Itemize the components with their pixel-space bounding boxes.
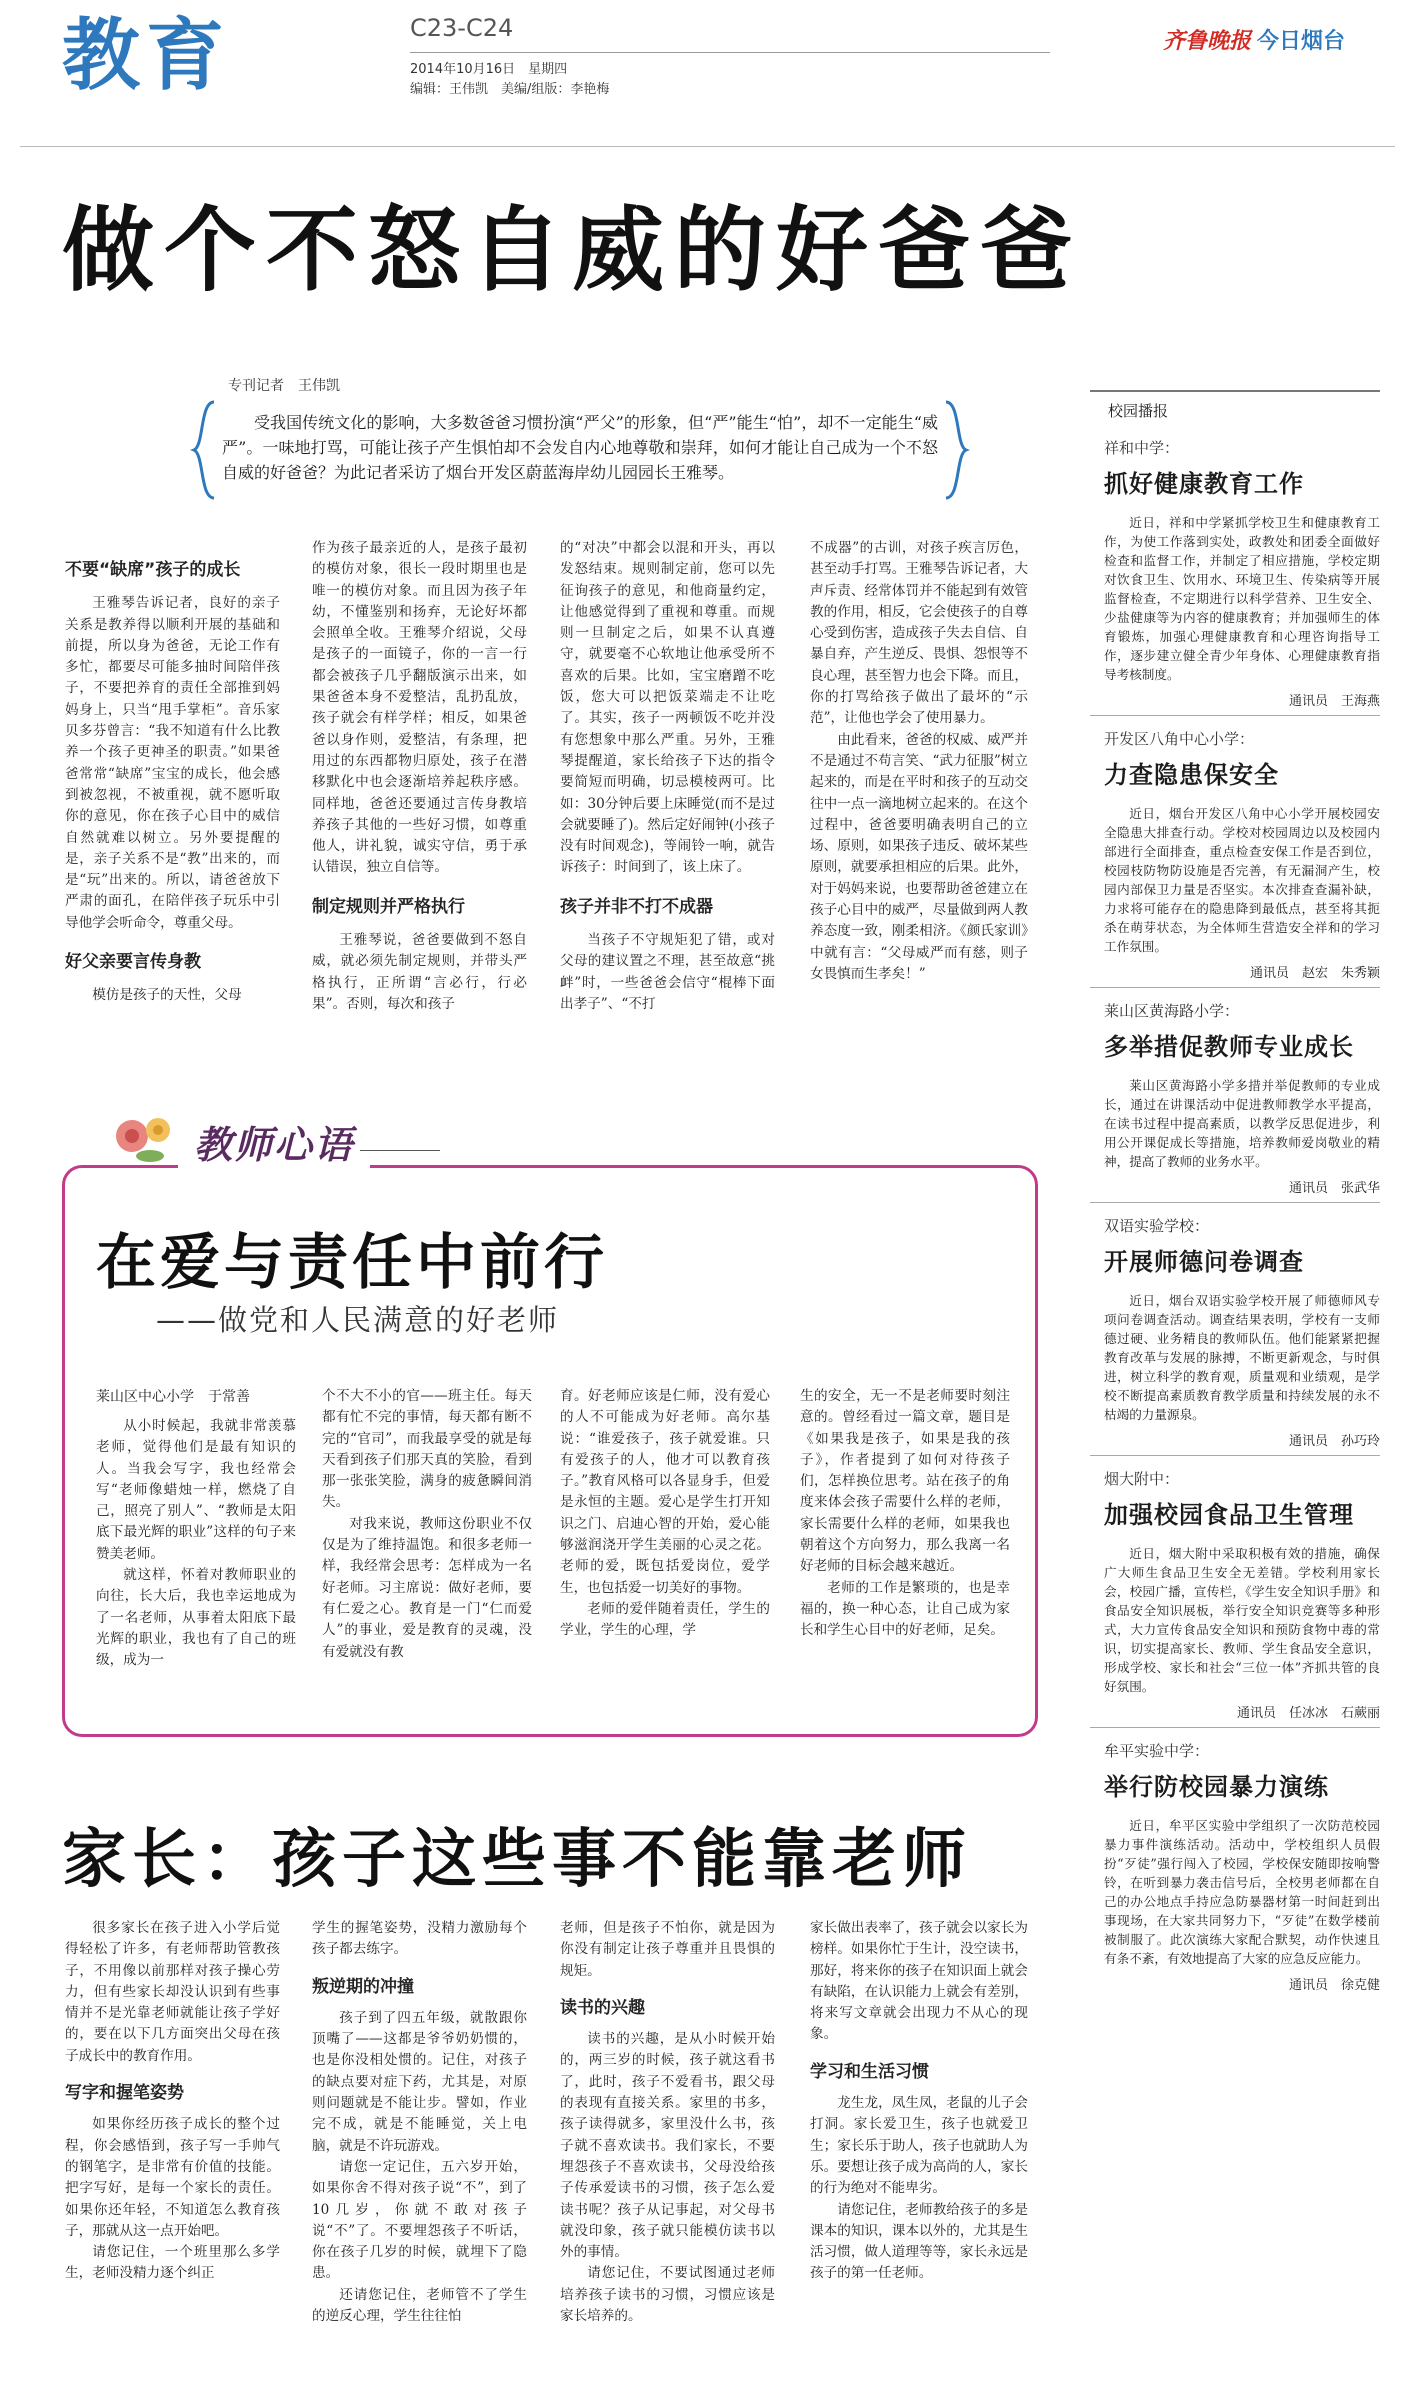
news-source: 烟大附中： xyxy=(1104,1470,1180,1488)
news-item xyxy=(1090,437,1380,716)
s2-c3-para-2: 读书的兴趣，是从小时候开始的，两三岁的时候，孩子就这看书了，此时，孩子不爱看书，跟父母的表现有直接关系。家里的书多，孩子读得就多，家里没什么书，孩子就不喜欢读书。我们家长，不要埋怨孩子不喜欢读书，父母没给孩子传承爱读书的习惯，孩子怎么爱读书呢？孩子从记事起，对父母书就没印象，孩子就只能模仿读书以外的事情。 xyxy=(560,2031,775,2261)
s2-c3-subhead: 读书的兴趣 xyxy=(560,1997,645,2018)
s2-c4-subhead: 学习和生活习惯 xyxy=(810,2061,929,2082)
news-divider xyxy=(1090,715,1380,716)
s2-c3-para-3: 请您记住，不要试图通过老师培养孩子读书的习惯，习惯应该是家长培养的。 xyxy=(560,2265,775,2325)
s2-c2-subhead: 叛逆期的冲撞 xyxy=(312,1976,414,1997)
s2-c2-para-3: 请您一定记住，五六岁开始，如果你舍不得对孩子说“不”，到了10几岁，你就不敢对孩子说“不”了。不要埋怨孩子不听话，你在孩子几岁的时候，就埋下了隐患。 xyxy=(312,2158,527,2282)
story2-headline: 家长：孩子这些事不能靠老师 xyxy=(62,1823,972,1897)
teacher-subtitle: ——做党和人民满意的好老师 xyxy=(156,1303,560,1337)
page-code: C23-C24 xyxy=(410,14,514,42)
news-title: 举行防校园暴力演练 xyxy=(1104,1773,1329,1801)
story2-col1 xyxy=(65,1918,280,2285)
news-author: 通讯员 王海燕 xyxy=(1288,694,1380,709)
news-title: 多举措促教师专业成长 xyxy=(1104,1033,1354,1061)
sidebar-header: 校园播报 xyxy=(1108,402,1169,420)
story1-headline: 做个不怒自威的好爸爸 xyxy=(62,197,1083,304)
story2-col3 xyxy=(560,1918,775,2327)
s2-c1-para-1: 很多家长在孩子进入小学后觉得轻松了许多，有老师帮助管教孩子，不用像以前那样对孩子操心劳力，但有些家长却没认识到有些事情并不是光靠老师就能让孩子学好的，要在以下几方面突出父母在孩子成长中的教育作用。 xyxy=(65,1920,280,2064)
s2-c2-para-1: 学生的握笔姿势，没精力激励每个孩子都去练字。 xyxy=(312,1920,527,1958)
news-body: 近日，祥和中学紧抓学校卫生和健康教育工作，为使工作落到实处，政教处和团委全面做好检查和监督工作，并制定了相应措施，学校定期对饮食卫生、饮用水、环境卫生、传染病等开展监督检查，不定期进行以科学营养、卫生安全、少盐健康等为内容的健康教育；并加强师生的体育锻炼，加强心理健康教育和心理咨询指导工作，逐步建立健全青少年身体、心理健康教育指导考核制度。 xyxy=(1104,515,1380,682)
news-title: 抓好健康教育工作 xyxy=(1104,470,1304,498)
col4-para-1: 不成器”的古训，对孩子疾言厉色，甚至动手打骂。王雅琴告诉记者，大声斥责、经常体罚并不能起到有效管教的作用，相反，它会使孩子的自尊心受到伤害，造成孩子失去自信、自暴自弃，产生逆反、畏惧、怨恨等不良心理，甚至智力也会下降。而且，你的打骂给孩子做出了最坏的“示范”，让他也学会了使用暴力。 xyxy=(810,540,1028,727)
teacher-col4 xyxy=(800,1386,1010,1642)
editor-line: 编辑：王伟凯 美编/组版：李艳梅 xyxy=(410,82,610,97)
news-item xyxy=(1090,1468,1380,1728)
news-source: 莱山区黄海路小学： xyxy=(1104,1002,1240,1020)
teacher-para-1: 从小时候起，我就非常羡慕老师，觉得他们是最有知识的人。当我会写字，我也经常会写“老师像蜡烛一样，燃烧了自己，照亮了别人”、“教师是太阳底下最光辉的职业”这样的句子来赞美老师。 xyxy=(96,1418,296,1562)
teacher-col2 xyxy=(322,1386,532,1663)
news-body: 莱山区黄海路小学多措并举促教师的专业成长，通过在讲课活动中促进教师教学水平提高，在读书过程中提高素质，以教学反思促进步，利用公开课促成长等措施，培养教师爱岗敬业的精神，提高了教师的业务水平。 xyxy=(1104,1078,1380,1169)
news-author: 通讯员 孙巧玲 xyxy=(1288,1434,1380,1449)
s2-c1-subhead: 写字和握笔姿势 xyxy=(65,2083,184,2104)
newspaper-brand xyxy=(1163,24,1345,55)
teacher-col1 xyxy=(96,1416,296,1672)
s2-c2-para-4: 还请您记住，老师管不了学生的逆反心理，学生往往怕 xyxy=(312,2286,527,2325)
story1-col1 xyxy=(65,560,280,1007)
teacher-para-4: 对我来说，教师这份职业不仅仅是为了维持温饱。和很多老师一样，我经常会思考：怎样成为一名好老师。习主席说：做好老师，要有仁爱之心。教育是一门“仁而爱人”的事业，爱是教育的灵魂，没有爱就没有教 xyxy=(322,1515,532,1660)
story1-col4 xyxy=(810,538,1028,985)
col2-subhead: 制定规则并严格执行 xyxy=(312,896,465,917)
col4-para-2: 由此看来，爸爸的权威、威严并不是通过不苟言笑、“武力征服”树立起来的，而是在平时和孩子的互动交往中一点一滴地树立起来的。在这个过程中，爸爸要明确表明自己的立场、原则，如果孩子违反、破坏某些原则，就要承担相应的后果。此外，对于妈妈来说，也要帮助爸爸建立在孩子心目中的威严，尽量做到两人教养态度一致，刚柔相济。《颜氏家训》中就有言：“父母威严而有慈，则子女畏慎而生孝矣！” xyxy=(810,731,1028,982)
news-item xyxy=(1090,1000,1380,1203)
news-source: 开发区八角中心小学： xyxy=(1104,730,1255,748)
teacher-author: 莱山区中心小学 于常善 xyxy=(96,1389,250,1405)
news-divider xyxy=(1090,1202,1380,1203)
news-body: 近日，烟大附中采取积极有效的措施，确保广大师生食品卫生安全无差错。学校利用家长会，校园广播，宣传栏，《学生安全知识手册》和食品安全知识展板，举行安全知识竞赛等多种形式，大力宣传食品安全知识和预防食物中毒的常识，切实提高家长、教师、学生食品安全意识，形成学校、家长和社会“三位一体”齐抓共管的良好氛围。 xyxy=(1104,1546,1380,1694)
col3-para-2: 当孩子不守规矩犯了错，或对父母的建议置之不理，甚至故意“挑衅”时，一些爸爸会信守“棍棒下面出孝子”、“不打 xyxy=(560,932,775,1012)
teacher-column-logo: 教师心语 xyxy=(178,1114,370,1169)
col3-subhead: 孩子并非不打不成器 xyxy=(560,896,713,917)
news-item xyxy=(1090,1740,1380,1993)
s2-c1-para-3: 请您记住，一个班里那么多学生，老师没精力逐个纠正 xyxy=(65,2244,280,2282)
teacher-para-5: 育。好老师应该是仁师，没有爱心的人不可能成为好老师。高尔基说：“谁爱孩子，孩子就爱谁。只有爱孩子的人，他才可以教育孩子。”教育风格可以各显身手，但爱是永恒的主题。爱心是学生打开知识之门、启迪心智的开始，爱心能够滋润浇开学生美丽的心灵之花。老师的爱，既包括爱岗位，爱学生，也包括爱一切美好的事物。 xyxy=(560,1388,770,1596)
news-body: 近日，烟台开发区八角中心小学开展校园安全隐患大排查行动。学校对校园周边以及校园内部进行全面排查，重点检查安保工作是否到位，校园枝防物防设施是否完善，有无漏洞产生，校园内部保卫力量是否坚实。本次排查查漏补缺，力求将可能存在的隐患降到最低点，甚至将其扼杀在萌芽状态，为全体师生营造安全祥和的学习工作氛围。 xyxy=(1104,806,1380,954)
news-body: 近日，烟台双语实验学校开展了师德师风专项问卷调查活动。调查结果表明，学校有一支师德过硬、业务精良的教师队伍。他们能紧紧把握教育改革与发展的脉搏，不断更新观念，与时俱进，树立科学的教育观，质量观和业绩观，是学校不断提高素质教育教学质量和持续发展的永不枯竭的力量源泉。 xyxy=(1104,1293,1380,1422)
news-item xyxy=(1090,728,1380,988)
s2-c1-para-2: 如果你经历孩子成长的整个过程，你会感悟到，孩子写一手帅气的钢笔字，是非常有价值的技能。把字写好，是每一个家长的责任。如果你还年轻，不知道怎么教育孩子，那就从这一点开始吧。 xyxy=(65,2116,280,2239)
col3-para-1: 的“对决”中都会以混和开头，再以发怒结束。规则制定前，您可以先征询孩子的意见，和他商量约定，让他感觉得到了重视和尊重。而规则一旦制定之后，如果不认真遵守，就要毫不心软地让他承受所不喜欢的后果。比如，宝宝磨蹭不吃饭，您大可以把饭菜端走不让吃了。其实，孩子一两顿饭不吃并没有您想象中那么严重。另外，王雅琴提醒道，家长给孩子下达的指令要简短而明确，切忌模棱两可。比如：30分钟后要上床睡觉(而不是过会就要睡了)。然后定好闹钟(小孩子没有时间观念)，等闹铃一响，就告诉孩子：时间到了，该上床了。 xyxy=(560,540,775,876)
story2-col2 xyxy=(312,1918,527,2327)
news-source: 双语实验学校： xyxy=(1104,1217,1210,1235)
col2-para-2: 王雅琴说，爸爸要做到不怒自威，就必须先制定规则，并带头严格执行，正所谓“言必行，行必果”。否则，每次和孩子 xyxy=(312,932,527,1012)
news-item xyxy=(1090,1215,1380,1456)
story1-lead: 受我国传统文化的影响，大多数爸爸习惯扮演“严父”的形象，但“严”能生“怕”，却不一定能生“威严”。一味地打骂，可能让孩子产生惧怕却不会发自内心地尊敬和崇拜，如何才能让自己成为一个不怒自威的好爸爸？为此记者采访了烟台开发区蔚蓝海岸幼儿园园长王雅琴。 xyxy=(222,413,938,482)
news-divider xyxy=(1090,1455,1380,1456)
teacher-para-6: 老师的爱伴随着责任，学生的学业，学生的心理，学 xyxy=(560,1600,770,1639)
news-divider xyxy=(1090,987,1380,988)
brand-name: 齐鲁晚报 xyxy=(1162,29,1251,54)
news-source: 牟平实验中学： xyxy=(1104,1742,1210,1760)
date-line: 2014年10月16日 星期四 xyxy=(410,62,568,77)
news-author: 通讯员 赵宏 朱秀颖 xyxy=(1249,966,1380,981)
teacher-para-3: 个不大不小的官——班主任。每天都有忙不完的事情，每天都有断不完的“官司”，而我最享受的就是每天看到孩子们那天真的笑脸，看到那一张张笑脸，满身的疲惫瞬间消失。 xyxy=(322,1388,532,1511)
col1-subhead-2: 好父亲要言传身教 xyxy=(65,952,201,973)
col2-para-1: 作为孩子最亲近的人，是孩子最初的模仿对象，很长一段时期里也是唯一的模仿对象。而且因为孩子年幼，不懂鉴别和扬弃，无论好坏都会照单全收。王雅琴介绍说，父母是孩子的一面镜子，你的一言一行都会被孩子几乎翻版演示出来，如果爸爸本身不爱整洁，乱扔乱放，孩子就会有样学样；相反，如果爸爸以身作则，爱整洁，有条理，把用过的东西都物归原处，孩子在潜移默化中也会逐渐培养起秩序感。同样地，爸爸还要通过言传身教培养孩子其他的一些好习惯，如尊重他人，讲礼貌，诚实守信，勇于承认错误，独立自信等。 xyxy=(312,540,527,876)
news-title: 开展师德问卷调查 xyxy=(1104,1248,1304,1276)
teacher-headline: 在爱与责任中前行 xyxy=(96,1228,608,1298)
news-author: 通讯员 徐克健 xyxy=(1288,1978,1380,1993)
news-source: 祥和中学： xyxy=(1104,439,1180,457)
masthead-divider xyxy=(410,52,1050,53)
story2-col4 xyxy=(810,1918,1028,2285)
news-divider xyxy=(1090,1727,1380,1728)
sidebar-top-rule xyxy=(1090,390,1380,392)
flower-decoration xyxy=(110,1110,180,1174)
masthead-meta xyxy=(410,60,609,100)
story1-reporter: 专刊记者 王伟凯 xyxy=(228,378,340,394)
story1-col2 xyxy=(312,538,527,1015)
news-body: 近日，牟平区实验中学组织了一次防范校园暴力事件演练活动。活动中，学校组织人员假扮“歹徒”强行闯入了校园，学校保安随即按响警铃，在听到暴力袭击信号后，全校男老师都在自己的办公地点手持应急防暴器材第一时间赶到出事现场，在大家共同努力下，“歹徒”在数学楼前被制服了。此次演练大家配合默契，动作快速且有条不紊，有效地提高了大家的应急反应能力。 xyxy=(1104,1818,1380,1966)
col1-subhead-1: 不要“缺席”孩子的成长 xyxy=(65,560,241,580)
logo-underline xyxy=(360,1150,440,1151)
s2-c3-para-1: 老师，但是孩子不怕你，就是因为你没有制定让孩子尊重并且畏惧的规矩。 xyxy=(560,1920,775,1979)
s2-c4-para-3: 请您记住，老师教给孩子的多是课本的知识，课本以外的，尤其是生活习惯，做人道理等等，家长永远是孩子的第一任老师。 xyxy=(810,2201,1028,2282)
s2-c4-para-1: 家长做出表率了，孩子就会以家长为榜样。如果你忙于生计，没空读书，那好，将来你的孩子在知识面上就会有缺陷，在认识能力上就会有差别，将来写文章就会出现力不从心的现象。 xyxy=(810,1920,1028,2043)
news-title: 力查隐患保安全 xyxy=(1104,761,1279,789)
s2-c2-para-2: 孩子到了四五年级，就散跟你顶嘴了——这都是爷爷奶奶惯的，也是你没相处惯的。记住，对孩子的缺点要对症下药，尤其是，对原则问题就是不能让步。譬如，作业完不成，就是不能睡觉，关上电脑，就是不许玩游戏。 xyxy=(312,2009,527,2154)
news-title: 加强校园食品卫生管理 xyxy=(1104,1501,1354,1529)
brand-sub: 今日烟台 xyxy=(1256,29,1345,54)
flower-icon xyxy=(110,1110,180,1170)
teacher-para-8: 老师的工作是繁琐的，也是幸福的，换一种心态，让自己成为家长和学生心目中的好老师，足矣。 xyxy=(800,1579,1010,1639)
story1-col3 xyxy=(560,538,775,1015)
teacher-para-2: 就这样，怀着对教师职业的向往，长大后，我也幸运地成为了一名老师，从事着太阳底下最光辉的职业，我也有了自己的班级，成为一 xyxy=(96,1567,296,1669)
news-author: 通讯员 张武华 xyxy=(1288,1181,1380,1196)
campus-news-sidebar xyxy=(1090,390,1380,2005)
teacher-col3 xyxy=(560,1386,770,1642)
section-title: 教育 xyxy=(62,11,231,101)
masthead-rule xyxy=(20,146,1395,147)
news-author: 通讯员 任冰冰 石蕨丽 xyxy=(1236,1706,1380,1721)
col1-para-1: 王雅琴告诉记者，良好的亲子关系是教养得以顺利开展的基础和前提，所以身为爸爸，无论工作有多忙，都要尽可能多抽时间陪伴孩子，不要把养育的责任全部推到妈妈身上，只当“甩手掌柜”。音乐家贝多芬曾言：“我不知道有什么比教养一个孩子更神圣的职责。”如果爸爸常常“缺席”宝宝的成长，他会感到被忽视，不被重视，就不愿听取你的意见，你在孩子心目中的威信自然就难以树立。另外要提醒的是，亲子关系不是“教”出来的，而是“玩”出来的。所以，请爸爸放下严肃的面孔，在陪伴孩子玩乐中引导他学会听命令，尊重父母。 xyxy=(65,595,280,931)
s2-c4-para-2: 龙生龙，凤生凤，老鼠的儿子会打洞。家长爱卫生，孩子也就爱卫生；家长乐于助人，孩子也就助人为乐。要想让孩子成为高尚的人，家长的行为绝对不能卑劣。 xyxy=(810,2095,1028,2197)
teacher-para-7: 生的安全，无一不是老师要时刻注意的。曾经看过一篇文章，题目是《如果我是孩子，如果是我的孩子》，作者提到了如何对待孩子们，怎样换位思考。站在孩子的角度来体会孩子需要什么样的老师，家长需要什么样的老师，如果我也朝着这个方向努力，那么我离一名好老师的目标会越来越近。 xyxy=(800,1388,1010,1575)
col1-para-2: 模仿是孩子的天性，父母 xyxy=(92,987,242,1004)
